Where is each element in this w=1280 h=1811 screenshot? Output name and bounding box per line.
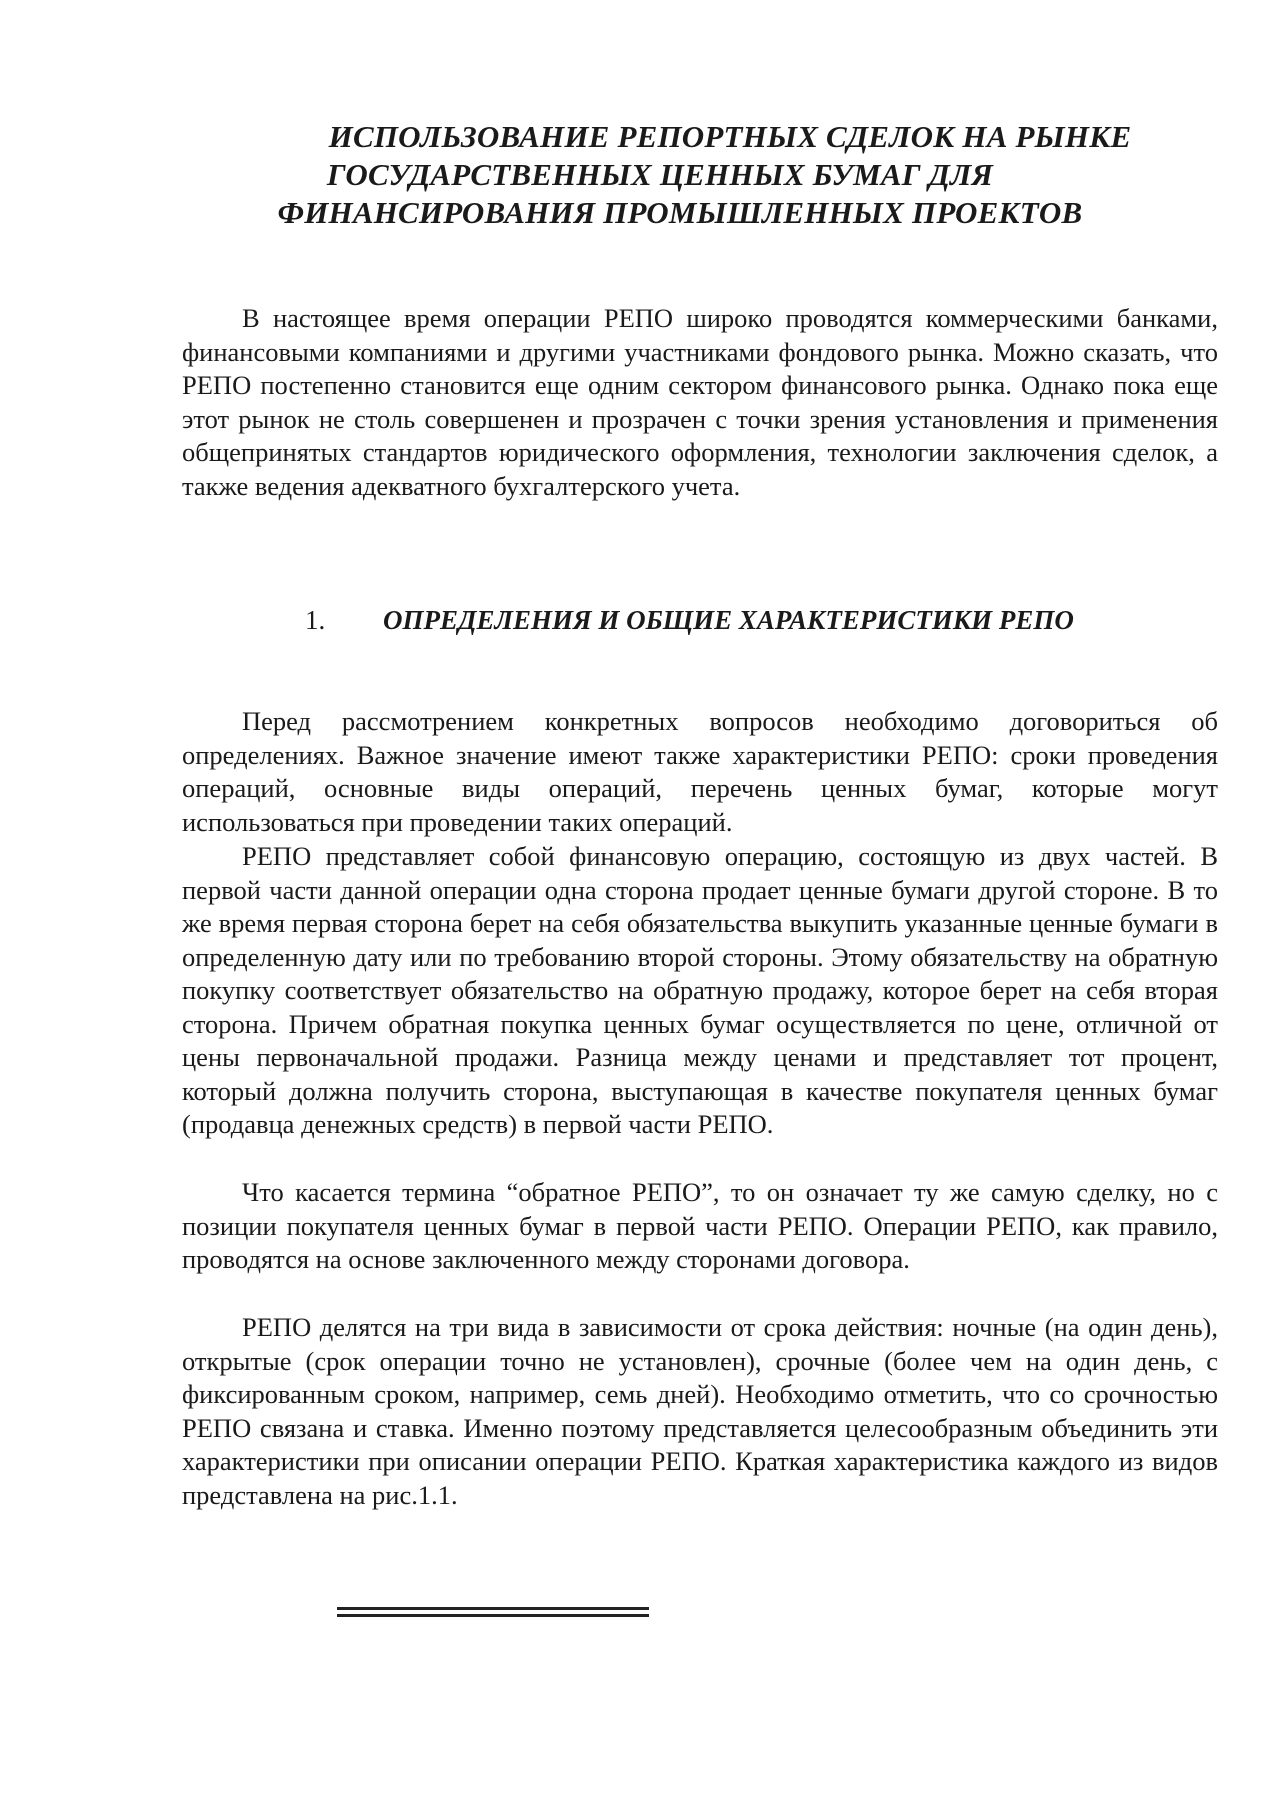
title-line-3: ФИНАНСИРОВАНИЯ ПРОМЫШЛЕННЫХ ПРОЕКТОВ xyxy=(277,195,1083,230)
body-paragraph-3: Что касается термина “обратное РЕПО”, то он означает ту же самую сделку, но с позиции покупателя ценных бумаг в первой части РЕПО. Операции РЕПО, как правило, проводятся на основе заключенного между сторонами договора. xyxy=(182,1177,1218,1274)
section-heading xyxy=(305,603,1074,637)
section-number: 1. xyxy=(305,605,326,635)
intro-paragraph: В настоящее время операции РЕПО широко проводятся коммерческими банками, финансовыми компаниями и другими участниками фондового рынка. Можно сказать, что РЕПО постепенно становится еще одним сектором финансового рынка. Однако пока еще этот рынок не столь совершенен и прозрачен с точки зрения установления и применения общепринятых стандартов юридического оформления, технологии заключения сделок, а также ведения адекватного бухгалтерского учета. xyxy=(182,303,1218,501)
title-line-2: ГОСУДАРСТВЕННЫХ ЦЕННЫХ БУМАГ ДЛЯ xyxy=(326,157,994,192)
section-title: ОПРЕДЕЛЕНИЯ И ОБЩИЕ ХАРАКТЕРИСТИКИ РЕПО xyxy=(383,605,1074,635)
title-line-1: ИСПОЛЬЗОВАНИЕ РЕПОРТНЫХ СДЕЛОК НА РЫНКЕ xyxy=(328,119,1132,154)
body-paragraph-1: Перед рассмотрением конкретных вопросов необходимо договориться об определениях. Важное значение имеют также характеристики РЕПО: сроки проведения операций, основные виды операций, перечень ценных бумаг, которые могут использоваться при проведении таких операций. xyxy=(182,706,1218,837)
document-title xyxy=(180,118,1180,232)
body-paragraph-2: РЕПО представляет собой финансовую операцию, состоящую из двух частей. В первой части данной операции одна сторона продает ценные бумаги другой стороне. В то же время первая сторона берет на себя обязательства выкупить указанные ценные бумаги в определенную дату или по требованию второй стороны. Этому обязательству на обратную покупку соответствует обязательство на обратную продажу, которое берет на себя вторая сторона. Причем обратная покупка ценных бумаг осуществляется по цене, отличной от цены первоначальной продажи. Разница между ценами и представляет тот процент, который должна получить сторона, выступающая в качестве покупателя ценных бумаг (продавца денежных средств) в первой части РЕПО. xyxy=(182,841,1218,1139)
figure-double-rule xyxy=(337,1607,649,1617)
body-paragraph-4: РЕПО делятся на три вида в зависимости от срока действия: ночные (на один день), открытые (срок операции точно не установлен), срочные (более чем на один день, с фиксированным сроком, например, семь дней). Необходимо отметить, что со срочностью РЕПО связана и ставка. Именно поэтому представляется целесообразным объединить эти характеристики при описании операции РЕПО. Краткая характеристика каждого из видов представлена на рис.1.1. xyxy=(182,1312,1218,1510)
